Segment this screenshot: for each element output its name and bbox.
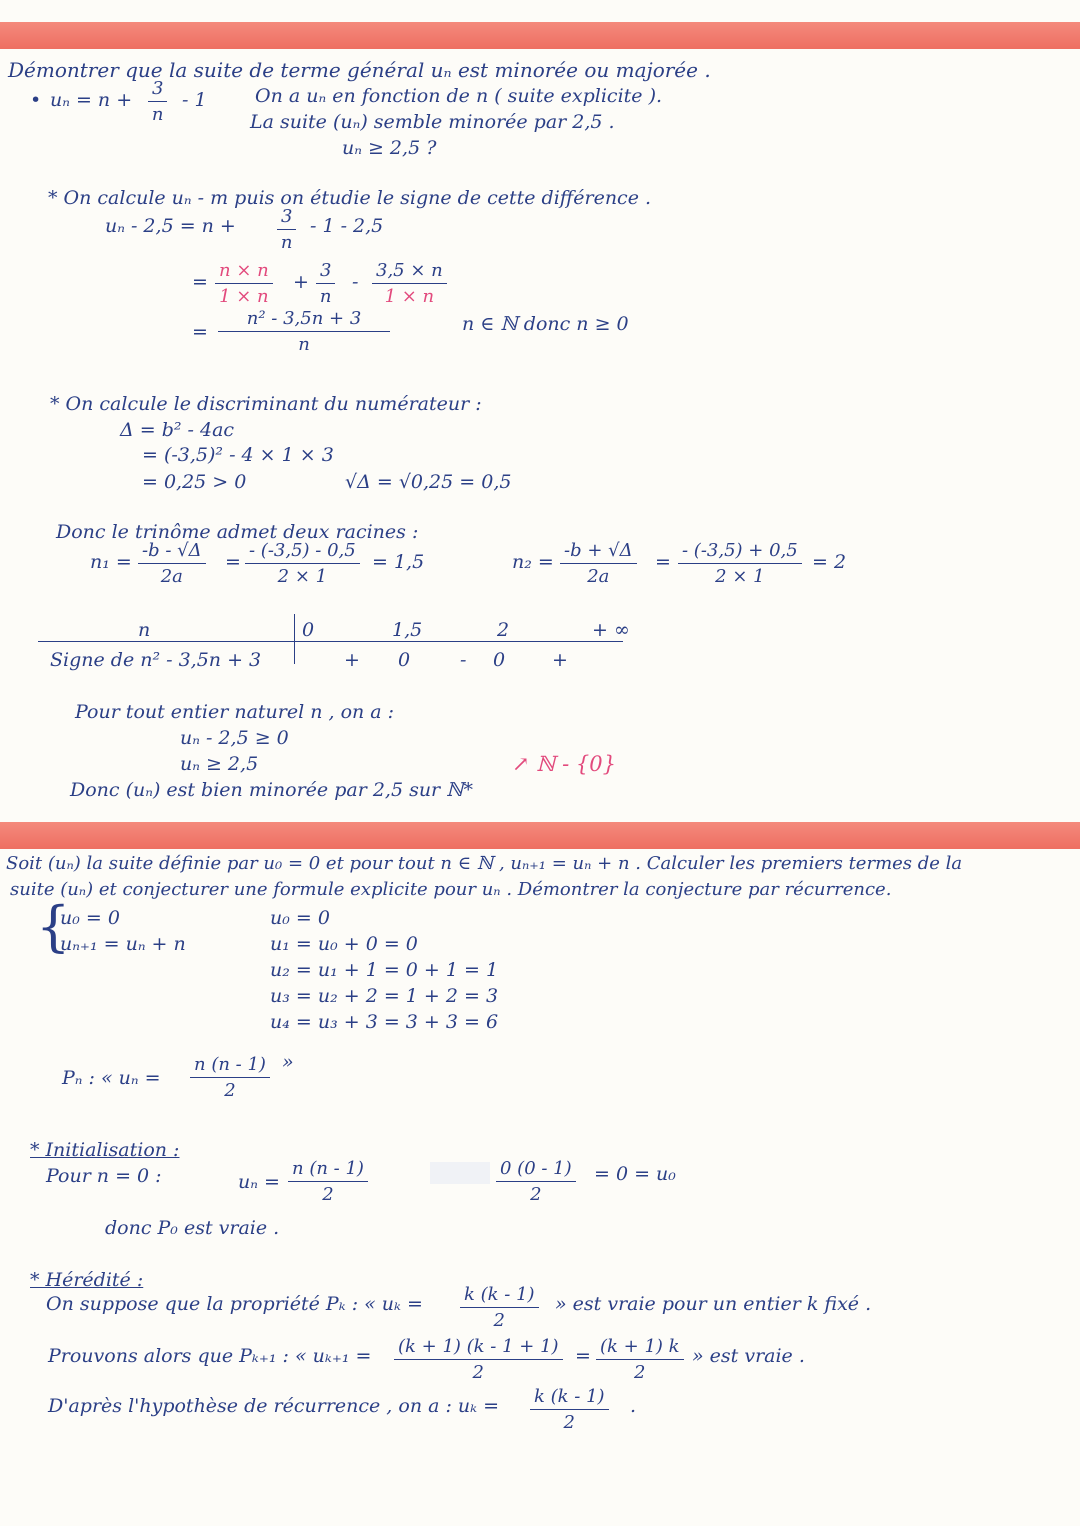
heredite-goal-formula-2: $\frac{(k + 1) k}{2}$ <box>596 1336 684 1383</box>
heredite-goal-eq: = <box>575 1345 591 1367</box>
bullet: • <box>30 89 42 111</box>
conjecture-formula: $\frac{n (n - 1)}{2}$ <box>190 1054 270 1101</box>
heredite-induction-formula: $\frac{k (k - 1)}{2}$ <box>530 1386 609 1433</box>
initialisation-formula: $\frac{n (n - 1)}{2}$ <box>288 1158 368 1205</box>
system-recurrence: uₙ₊₁ = uₙ + n <box>60 933 186 955</box>
table-row-variable: n <box>138 619 151 641</box>
table-value-2: 2 <box>497 619 510 641</box>
conclusion-annotation: ↗ ℕ - {0} <box>512 752 616 776</box>
term-4: u₄ = u₃ + 3 = 3 + 3 = 6 <box>270 1011 499 1033</box>
initialisation-substitution: $\frac{0 (0 - 1)}{2}$ <box>496 1158 576 1205</box>
table-zero-1: 0 <box>398 649 411 671</box>
root-2-formula: $\frac{-b + √\Delta}{2a}$ <box>560 540 637 587</box>
initialisation-conclusion: donc P₀ est vraie . <box>105 1217 280 1239</box>
heredite-hypothesis-formula: $\frac{k (k - 1)}{2}$ <box>460 1284 539 1331</box>
roots-intro: Donc le trinôme admet deux racines : <box>56 521 419 543</box>
step-difference: * On calcule uₙ - m puis on étudie le signe de cette différence . <box>48 187 652 209</box>
note-explicit: On a uₙ en fonction de n ( suite explicite ). <box>255 85 663 107</box>
exercise-2-prompt-line-2: suite (uₙ) et conjecturer une formule explicite pour uₙ . Démontrer la conjecture par récurrence. <box>10 879 892 900</box>
heredite-goal: Prouvons alors que Pₖ₊₁ : « uₖ₊₁ = <box>48 1345 372 1367</box>
conclusion-inequality-2: uₙ ≥ 2,5 <box>180 753 259 775</box>
system-initial: u₀ = 0 <box>60 907 120 929</box>
calc-line-2-minus: - <box>352 271 359 293</box>
table-zero-2: 0 <box>493 649 506 671</box>
conclusion-final: Donc (uₙ) est bien minorée par 2,5 sur ℕ* <box>70 779 474 801</box>
root-1-formula: $\frac{-b - √\Delta}{2a}$ <box>138 540 206 587</box>
calc-line-2-fraction-2: $\frac{3}{n}$ <box>316 260 335 307</box>
conclusion-intro: Pour tout entier naturel n , on a : <box>75 701 395 723</box>
sequence-definition: uₙ = n + <box>50 89 133 111</box>
calc-line-2-plus: + <box>293 271 309 293</box>
calc-line-1-tail: - 1 - 2,5 <box>310 215 384 237</box>
calc-line-1-fraction: $\frac{3}{n}$ <box>277 206 296 253</box>
calc-line-3-fraction: $\frac{\text{n² - 3,5n + 3}}{n}$ <box>218 308 390 355</box>
table-sign-plus-1: + <box>344 649 360 671</box>
root-1-result: = 1,5 <box>372 551 425 573</box>
term-1: u₁ = u₀ + 0 = 0 <box>270 933 418 955</box>
erased-area <box>430 1162 490 1184</box>
root-1-label: n₁ = <box>90 551 132 573</box>
exercise-2-prompt-line-1: Soit (uₙ) la suite définie par u₀ = 0 et pour tout n ∈ ℕ , uₙ₊₁ = uₙ + n . Calculer les premiers termes de la <box>6 853 963 874</box>
term-3: u₃ = u₂ + 2 = 1 + 2 = 3 <box>270 985 499 1007</box>
discriminant-value: = 0,25 > 0 <box>142 471 247 493</box>
conjecture-label: Pₙ : « uₙ = <box>62 1067 161 1089</box>
note-minorant: La suite (uₙ) semble minorée par 2,5 . <box>250 111 615 133</box>
heredite-hypothesis: On suppose que la propriété Pₖ : « uₖ = <box>46 1293 423 1315</box>
table-sign-plus-2: + <box>552 649 568 671</box>
sequence-definition-tail: - 1 <box>182 89 207 111</box>
heredite-hypothesis-tail: » est vraie pour un entier k fixé . <box>555 1293 872 1315</box>
table-divider <box>38 641 623 642</box>
root-2-label: n₂ = <box>512 551 554 573</box>
calc-line-2-fraction-3: $\frac{3,5 \times n}{1 \times n}$ <box>372 260 447 307</box>
conclusion-inequality-1: uₙ - 2,5 ≥ 0 <box>180 727 289 749</box>
heredite-induction-tail: . <box>630 1395 637 1417</box>
discriminant-root: √Δ = √0,25 = 0,5 <box>345 471 512 493</box>
discriminant-substitution: = (-3,5)² - 4 × 1 × 3 <box>142 444 334 466</box>
heredite-goal-tail: » est vraie . <box>692 1345 805 1367</box>
table-value-0: 0 <box>302 619 315 641</box>
exercise-1-prompt: Démontrer que la suite de terme général uₙ est minorée ou majorée . <box>8 58 711 82</box>
initialisation-case: Pour n = 0 : <box>46 1165 162 1187</box>
heredite-goal-formula-1: $\frac{(k + 1) (k - 1 + 1)}{2}$ <box>394 1336 563 1383</box>
step-discriminant: * On calcule le discriminant du numérateur : <box>50 393 482 415</box>
heredite-induction: D'après l'hypothèse de récurrence , on a : uₖ = <box>48 1395 500 1417</box>
root-2-substitution: $\frac{- (-3,5) + 0,5}{2 \times 1}$ <box>678 540 802 587</box>
system-brace: { <box>36 895 71 958</box>
table-row-sign-label: Signe de n² - 3,5n + 3 <box>50 649 262 671</box>
section-2-header-band <box>0 822 1080 849</box>
section-1-header-band <box>0 22 1080 49</box>
term-0: u₀ = 0 <box>270 907 330 929</box>
calc-line-2-eq: = <box>192 271 208 293</box>
conjecture-close: » <box>282 1051 294 1073</box>
table-value-1-5: 1,5 <box>392 619 423 641</box>
calc-line-1: uₙ - 2,5 = n + <box>105 215 236 237</box>
root-1-substitution: $\frac{- (-3,5) - 0,5}{2 \times 1}$ <box>245 540 360 587</box>
sequence-definition-fraction: $\frac{3}{n}$ <box>148 78 167 125</box>
initialisation-result: = 0 = u₀ <box>594 1163 676 1185</box>
table-value-infinity: + ∞ <box>592 619 630 641</box>
discriminant-formula: Δ = b² - 4ac <box>120 419 235 441</box>
root-2-result: = 2 <box>812 551 847 573</box>
root-1-eq: = <box>225 551 241 573</box>
term-2: u₂ = u₁ + 1 = 0 + 1 = 1 <box>270 959 499 981</box>
calc-line-3-eq: = <box>192 321 208 343</box>
calc-line-2-fraction-1: $\frac{n \times n}{1 \times n}$ <box>215 260 273 307</box>
question-line: uₙ ≥ 2,5 ? <box>342 137 437 159</box>
domain-note: n ∈ ℕ donc n ≥ 0 <box>462 313 629 335</box>
initialisation-un: uₙ = <box>238 1171 280 1193</box>
table-sign-minus: - <box>460 649 467 671</box>
initialisation-title: * Initialisation : <box>30 1139 180 1161</box>
heredite-title: * Hérédité : <box>30 1269 144 1291</box>
root-2-eq: = <box>655 551 671 573</box>
table-separator <box>294 614 295 664</box>
